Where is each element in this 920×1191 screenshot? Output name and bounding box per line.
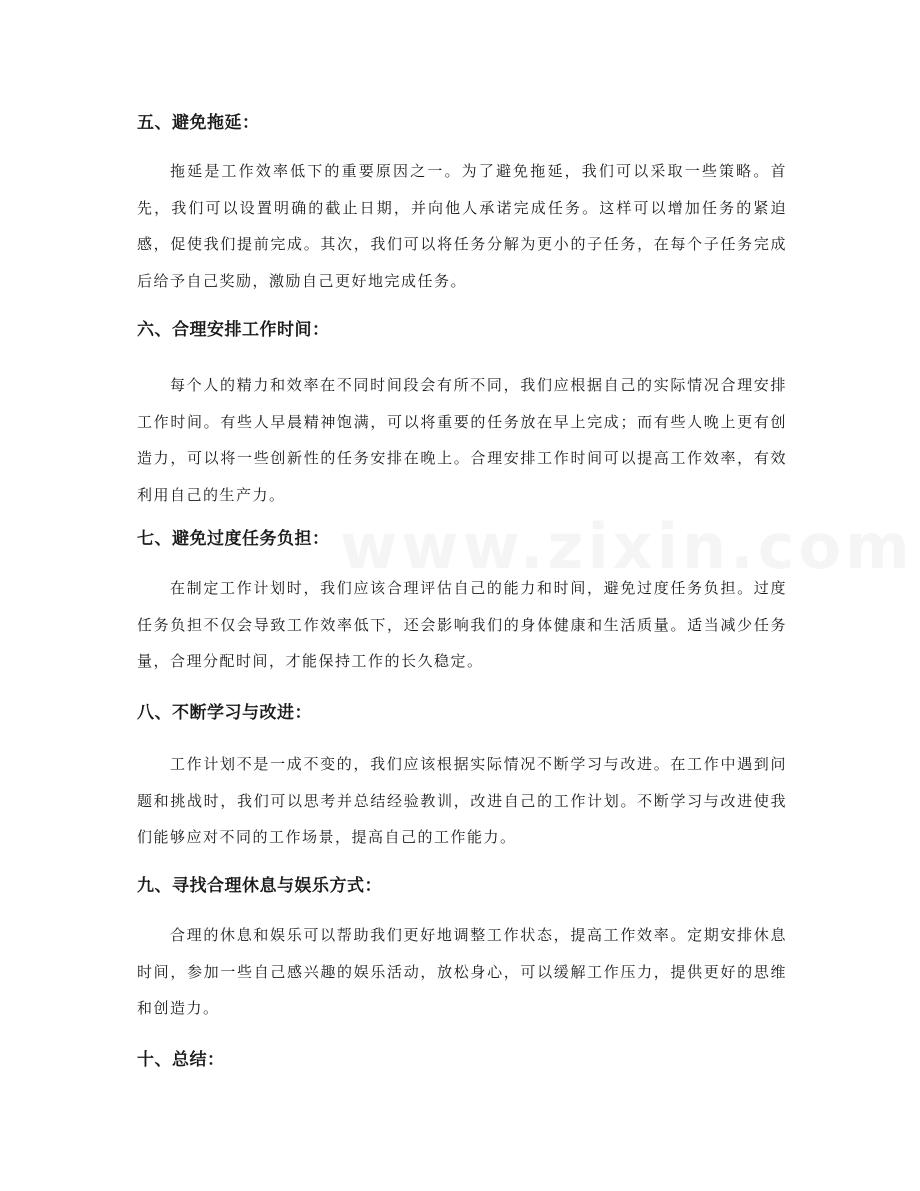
section-body-5: 拖延是工作效率低下的重要原因之一。为了避免拖延，我们可以采取一些策略。首先，我们可以设置明确的截止日期，并向他人承诺完成任务。这样可以增加任务的紧迫感，促使我们提前完成。其次，我们可以将任务分解为更小的子任务，在每个子任务完成后给予自己奖励，激励自己更好地完成任务。 [137, 162, 787, 290]
section-heading-7: 七、避免过度任务负担： [137, 529, 330, 549]
section-heading-8: 八、不断学习与改进： [137, 703, 312, 723]
section-heading-5: 五、避免拖延： [137, 113, 260, 133]
section-body-6: 每个人的精力和效率在不同时间段会有所不同，我们应根据自己的实际情况合理安排工作时间。有些人早晨精神饱满，可以将重要的任务放在早上完成；而有些人晚上更有创造力，可以将一些创新性的任务安排在晚上。合理安排工作时间可以提高工作效率，有效利用自己的生产力。 [137, 376, 787, 504]
section-body-8: 工作计划不是一成不变的，我们应该根据实际情况不断学习与改进。在工作中遇到问题和挑战时，我们可以思考并总结经验教训，改进自己的工作计划。不断学习与改进使我们能够应对不同的工作场景，提高自己的工作能力。 [137, 755, 787, 846]
section-body-9: 合理的休息和娱乐可以帮助我们更好地调整工作状态，提高工作效率。定期安排休息时间，参加一些自己感兴趣的娱乐活动，放松身心，可以缓解工作压力，提供更好的思维和创造力。 [137, 926, 787, 1017]
section-heading-10: 十、总结： [137, 1050, 225, 1070]
section-heading-6: 六、合理安排工作时间： [137, 320, 330, 340]
section-body-7: 在制定工作计划时，我们应该合理评估自己的能力和时间，避免过度任务负担。过度任务负担不仅会导致工作效率低下，还会影响我们的身体健康和生活质量。适当减少任务量，合理分配时间，才能保持工作的长久稳定。 [137, 579, 787, 670]
section-heading-9: 九、寻找合理休息与娱乐方式： [137, 876, 382, 896]
